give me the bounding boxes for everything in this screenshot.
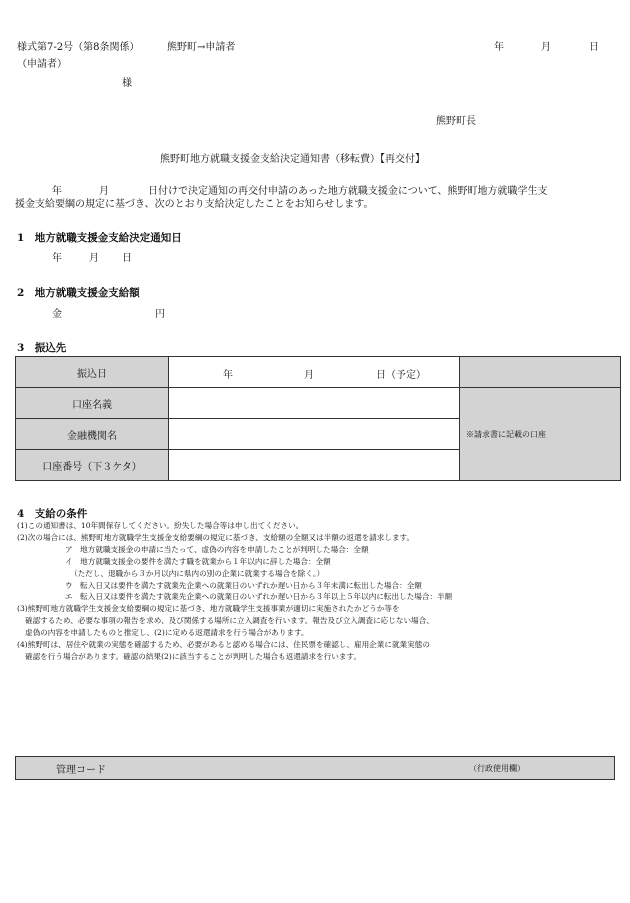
route-text: 熊野町→申請者 (167, 42, 236, 53)
intro-year: 年 (52, 186, 62, 197)
sec1-day: 日 (122, 253, 132, 264)
document-title: 熊野町地方就職支援金支給決定通知書（移転費）【再交付】 (160, 154, 425, 165)
bank-transfer-table (15, 356, 621, 481)
condition-line: ウ 転入日又は要件を満たす就業先企業への就業日のいずれか遅い日から３年未満に転出した場合：全額 (65, 580, 422, 590)
transfer-day: 日（予定） (376, 370, 426, 381)
bank-name-value (169, 419, 460, 450)
transfer-date-label: 振込日 (16, 357, 169, 388)
condition-line: ア 地方就職支援金の申請に当たって、虚偽の内容を申請したことが判明した場合：全額 (65, 544, 369, 554)
table-row (16, 357, 621, 388)
intro-line2-text: 援金支給要綱の規定に基づき、次のとおり支給決定したことをお知らせします。 (15, 199, 374, 210)
account-holder-label: 口座名義 (16, 388, 169, 419)
table-row (16, 388, 621, 419)
account-note: ※請求書に記載の口座 (460, 388, 621, 481)
account-number-value (169, 450, 460, 481)
sec2-yen: 円 (155, 309, 165, 320)
sec1-month: 月 (89, 253, 99, 264)
account-number-label: 口座番号（下３ケタ） (16, 450, 169, 481)
condition-line: (1)この通知書は、10年間保存してください。紛失した場合等は申し出てください。 (17, 521, 304, 530)
section2-heading: 2 地方就職支援金支給額 (17, 287, 140, 299)
intro-line1-text: 日付けで決定通知の再交付申請のあった地方就職支援金について、熊野町地方就職学生支 (148, 186, 548, 197)
sama-label: 様 (122, 78, 132, 89)
section3-heading: 3 振込先 (17, 342, 67, 354)
transfer-year: 年 (223, 370, 233, 381)
transfer-month: 月 (304, 370, 314, 381)
sec1-year: 年 (52, 253, 62, 264)
intro-month: 月 (99, 186, 109, 197)
condition-line: (2)次の場合には、熊野町地方就職学生支援金支給要綱の規定に基づき、支給額の全額又は半額の返還を請求します。 (17, 532, 415, 542)
transfer-date-value (169, 357, 460, 388)
date-day: 日 (589, 42, 599, 53)
condition-line: 確認を行う場合があります。確認の結果(2)に該当することが判明した場合も返還請求を行います。 (25, 651, 362, 661)
condition-line: エ 転入日又は要件を満たす就業先企業への就業日のいずれか遅い日から３年以上５年以内に転出した場合：半額 (65, 592, 453, 602)
note-cell-top (460, 357, 621, 388)
condition-line: イ 地方就職支援金の要件を満たす職を就業から１年以内に辞した場合：全額 (65, 556, 331, 566)
admin-use-note: （行政使用欄） (469, 764, 525, 773)
form-number: 様式第7-2号（第8条関係） (17, 42, 140, 53)
applicant-label: （申請者） (17, 59, 67, 70)
conditions-list (17, 520, 452, 663)
condition-line: 確認するため、必要な事項の報告を求め、及び関係する場所に立入調査を行います。報告及び立入調査に応じない場合、 (25, 616, 434, 626)
sec2-kin: 金 (52, 309, 62, 320)
section4-heading: 4 支給の条件 (17, 508, 88, 520)
section1-heading: 1 地方就職支援金支給決定通知日 (17, 232, 182, 244)
management-code-label: 管理コード (56, 765, 106, 776)
date-month: 月 (541, 42, 551, 53)
condition-line: （ただし、退職から３か月以内に県内の別の企業に就業する場合を除く。） (70, 568, 325, 578)
date-year: 年 (494, 42, 504, 53)
condition-line: (3)熊野町地方就職学生支援金支給要綱の規定に基づき、地方就職学生支援事業が適切に実施されたかどうか等を (17, 604, 400, 614)
bank-name-label: 金融機関名 (16, 419, 169, 450)
account-holder-value (169, 388, 460, 419)
condition-line: 虚偽の内容を申請したものと推定し、(2)に定める返還請求を行う場合があります。 (25, 628, 309, 638)
issuer-name: 熊野町長 (436, 116, 476, 127)
management-code-box (15, 756, 615, 780)
condition-line: (4)熊野町は、居住や就業の実態を確認するため、必要があると認める場合には、住民票を確認し、雇用企業に就業実態の (17, 640, 430, 650)
